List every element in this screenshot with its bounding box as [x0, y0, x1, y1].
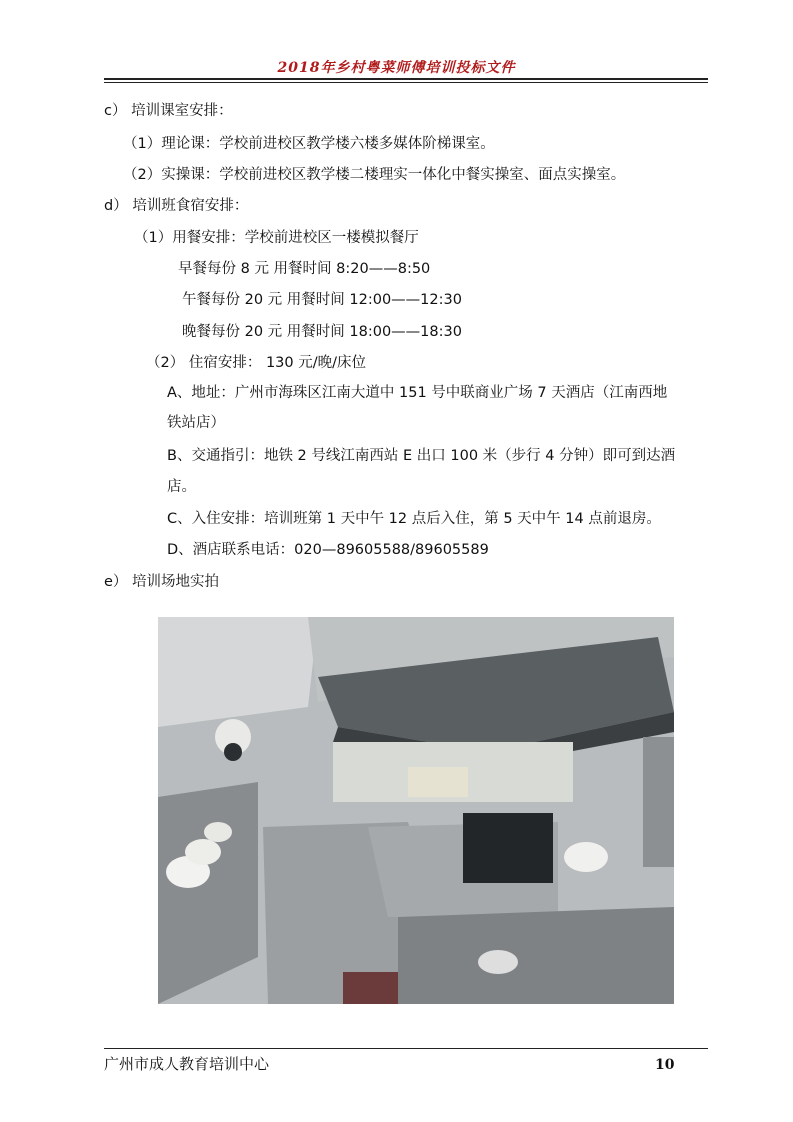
training-kitchen-photo — [158, 617, 674, 1004]
section-c-item-1: （1）理论课：学校前进校区教学楼六楼多媒体阶梯课室。 — [123, 136, 495, 152]
meal-dinner: 晚餐每份 20 元 用餐时间 18:00——18:30 — [182, 324, 462, 340]
page-number: 10 — [655, 1057, 675, 1073]
section-c-item-2: （2）实操课：学校前进校区教学楼二楼理实一体化中餐实操室、面点实操室。 — [123, 167, 626, 183]
hotel-address-line-2: 铁站店） — [167, 415, 225, 431]
header-rule — [104, 78, 708, 80]
meal-lunch: 午餐每份 20 元 用餐时间 12:00——12:30 — [182, 292, 462, 308]
section-e-title: e） 培训场地实拍 — [104, 574, 220, 590]
hotel-phone: D、酒店联系电话：020—89605588/89605589 — [167, 542, 489, 558]
header-title: 2018年乡村粤菜师傅培训投标文件 — [277, 60, 516, 76]
kitchen-photo-illustration — [158, 617, 674, 1004]
meal-breakfast: 早餐每份 8 元 用餐时间 8:20——8:50 — [178, 261, 431, 277]
section-d-item-2: （2） 住宿安排： 130 元/晚/床位 — [146, 355, 366, 371]
hotel-traffic-line-1: B、交通指引：地铁 2 号线江南西站 E 出口 100 米（步行 4 分钟）即可到达酒 — [167, 448, 676, 464]
section-d-item-1: （1）用餐安排：学校前进校区一楼模拟餐厅 — [134, 230, 419, 246]
hotel-checkin: C、入住安排：培训班第 1 天中午 12 点后入住，第 5 天中午 14 点前退房。 — [167, 511, 661, 527]
hotel-traffic-line-2: 店。 — [167, 479, 196, 495]
section-d-title: d） 培训班食宿安排： — [104, 198, 249, 214]
header-rule-thin — [104, 82, 708, 83]
footer-rule — [104, 1048, 708, 1049]
section-c-title: c） 培训课室安排： — [104, 103, 233, 119]
footer-organization: 广州市成人教育培训中心 — [104, 1055, 270, 1073]
hotel-address-line-1: A、地址：广州市海珠区江南大道中 151 号中联商业广场 7 天酒店（江南西地 — [167, 385, 668, 401]
